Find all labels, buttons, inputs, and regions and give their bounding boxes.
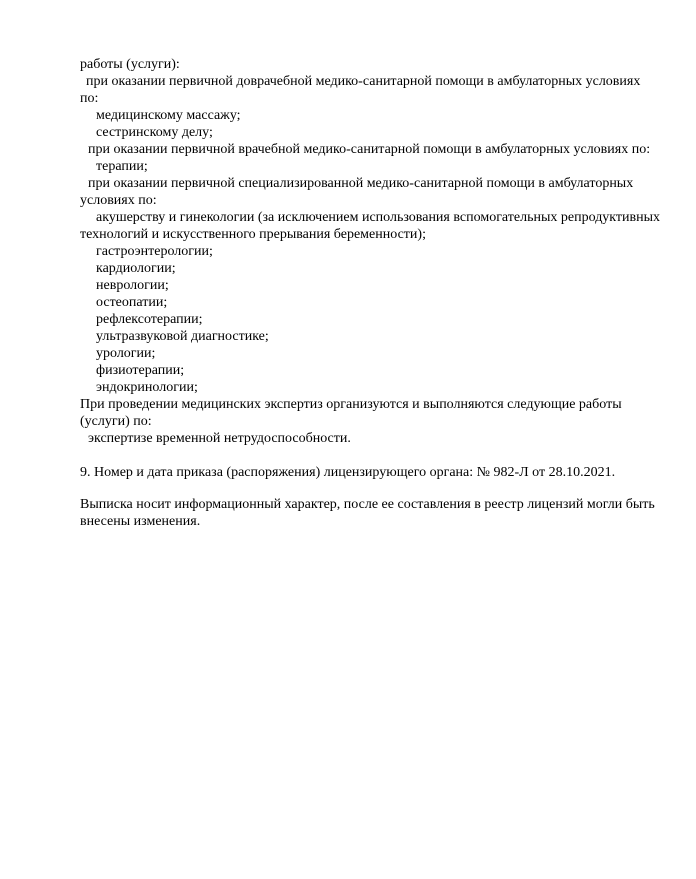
header-line: работы (услуги): xyxy=(80,57,180,72)
list-item: кардиологии; xyxy=(96,261,176,276)
list-item: сестринскому делу; xyxy=(96,125,213,140)
list-item: акушерству и гинекологии (за исключением использования вспомогательных репродуктивных xyxy=(96,210,661,225)
section-prehospital-title: при оказании первичной доврачебной медико-санитарной помощи в амбулаторных условиях xyxy=(86,74,641,89)
list-item: экспертизе временной нетрудоспособности. xyxy=(88,431,351,446)
section-prehospital-title-cont: по: xyxy=(80,91,99,106)
list-item: физиотерапии; xyxy=(96,363,185,378)
section-physician-title: при оказании первичной врачебной медико-санитарной помощи в амбулаторных условиях по: xyxy=(88,142,651,157)
order-info: 9. Номер и дата приказа (распоряжения) лицензирующего органа: № 982-Л от 28.10.2021. xyxy=(80,465,616,480)
expertise-title: При проведении медицинских экспертиз организуются и выполняются следующие работы xyxy=(80,397,622,412)
list-item: медицинскому массажу; xyxy=(96,108,241,123)
section-specialized-title-cont: условиях по: xyxy=(80,193,157,208)
list-item: остеопатии; xyxy=(96,295,168,310)
document-body xyxy=(80,56,670,530)
list-item-continuation: технологий и искусственного прерывания беременности); xyxy=(80,227,426,242)
list-item: гастроэнтерологии; xyxy=(96,244,213,259)
disclaimer-line: внесены изменения. xyxy=(80,514,201,529)
list-item: терапии; xyxy=(96,159,148,174)
section-specialized-title: при оказании первичной специализированной медико-санитарной помощи в амбулаторных xyxy=(88,176,634,191)
list-item: урологии; xyxy=(96,346,156,361)
disclaimer-line: Выписка носит информационный характер, после ее составления в реестр лицензий могли быть xyxy=(80,497,655,512)
list-item: неврологии; xyxy=(96,278,169,293)
list-item: ультразвуковой диагностике; xyxy=(96,329,269,344)
expertise-title-cont: (услуги) по: xyxy=(80,414,152,429)
list-item: эндокринологии; xyxy=(96,380,198,395)
list-item: рефлексотерапии; xyxy=(96,312,203,327)
